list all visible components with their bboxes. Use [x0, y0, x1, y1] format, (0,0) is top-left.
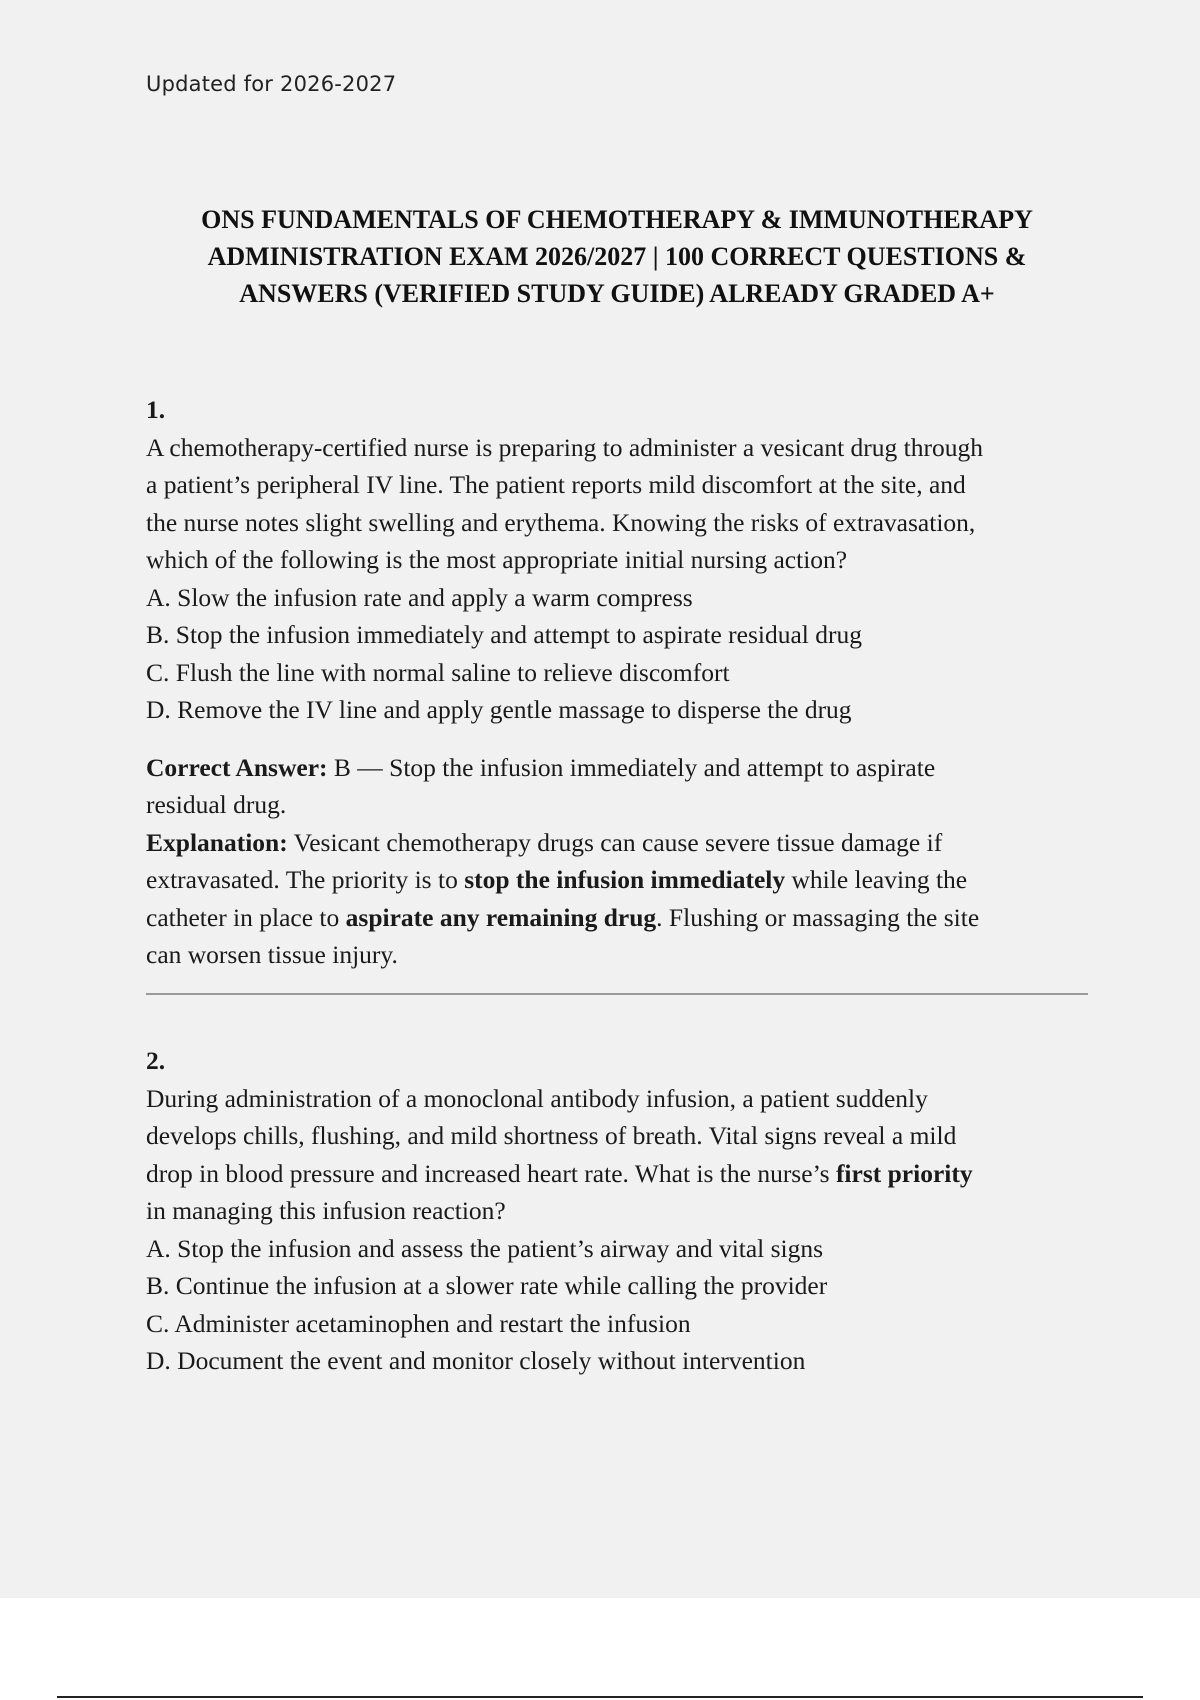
option-a: A. Slow the infusion rate and apply a warm compress [146, 582, 693, 612]
explanation [146, 824, 1088, 862]
question-stem-line: During administration of a monoclonal antibody infusion, a patient suddenly [146, 1083, 928, 1113]
explanation-emphasis: aspirate any remaining drug [345, 902, 657, 932]
explanation-text: extravasated. The priority is to [146, 865, 465, 894]
question-2 [146, 1042, 1088, 1380]
title-line: ADMINISTRATION EXAM 2026/2027 | 100 CORRECT QUESTIONS & [207, 242, 1027, 271]
section-divider [146, 993, 1088, 995]
explanation-line: can worsen tissue injury. [146, 940, 398, 969]
question-stem-text: drop in blood pressure and increased heart rate. What is the nurse’s [146, 1158, 836, 1188]
correct-answer-text: B — Stop the infusion immediately and attempt to aspirate [327, 752, 936, 782]
question-stem-line: the nurse notes slight swelling and erythema. Knowing the risks of extravasation, [146, 507, 976, 537]
question-stem-line: A chemotherapy-certified nurse is preparing to administer a vesicant drug through [146, 432, 983, 462]
explanation-line [146, 861, 1088, 899]
option-c: C. Administer acetaminophen and restart the infusion [146, 1308, 691, 1338]
correct-answer [146, 749, 1088, 787]
question-stem-emphasis: first priority [835, 1158, 973, 1188]
option-c: C. Flush the line with normal saline to relieve discomfort [146, 657, 730, 687]
explanation-line [146, 899, 1088, 937]
question-stem-line: which of the following is the most appropriate initial nursing action? [146, 545, 848, 574]
question-number: 2. [146, 1046, 166, 1075]
explanation-text: while leaving the [785, 865, 968, 894]
question-stem-line: a patient’s peripheral IV line. The patient reports mild discomfort at the site, and [146, 470, 966, 499]
explanation-emphasis: stop the infusion immediately [464, 865, 786, 894]
explanation-text: . Flushing or massaging the site [656, 902, 980, 932]
option-d: D. Document the event and monitor closely without intervention [146, 1346, 806, 1375]
header-note: Updated for 2026-2027 [146, 72, 397, 96]
question-stem-line: develops chills, flushing, and mild shortness of breath. Vital signs reveal a mild [146, 1121, 957, 1150]
explanation-text: catheter in place to [146, 902, 346, 932]
document-title [146, 201, 1088, 312]
option-a: A. Stop the infusion and assess the patient’s airway and vital signs [146, 1233, 824, 1263]
question-stem-line: in managing this infusion reaction? [146, 1196, 506, 1225]
question-1 [146, 391, 1088, 974]
title-line: ANSWERS (VERIFIED STUDY GUIDE) ALREADY GRADED A+ [239, 279, 995, 308]
title-line: ONS FUNDAMENTALS OF CHEMOTHERAPY & IMMUNOTHERAPY [201, 205, 1033, 234]
option-b: B. Continue the infusion at a slower rate while calling the provider [146, 1271, 828, 1300]
explanation-label: Explanation: [146, 827, 288, 857]
question-number: 1. [146, 395, 166, 424]
correct-answer-label: Correct Answer: [146, 752, 328, 782]
footer-rule [57, 1696, 1143, 1698]
question-stem-line [146, 1155, 1088, 1193]
option-b: B. Stop the infusion immediately and attempt to aspirate residual drug [146, 620, 862, 649]
correct-answer-continued: residual drug. [146, 790, 287, 819]
explanation-text: Vesicant chemotherapy drugs can cause severe tissue damage if [287, 827, 943, 857]
option-d: D. Remove the IV line and apply gentle massage to disperse the drug [146, 695, 852, 724]
